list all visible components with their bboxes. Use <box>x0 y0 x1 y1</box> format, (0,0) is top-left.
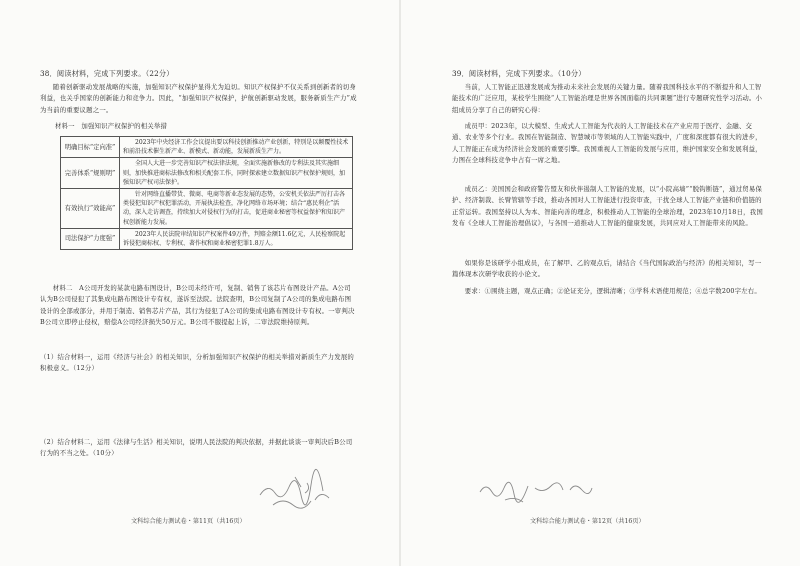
measures-table <box>60 136 353 250</box>
table-cell-category: 有效执行“效能高” <box>61 189 120 229</box>
member-a-statement: 成员甲：2023年，以大模型、生成式人工智能为代表的人工智能技术在产业应用于医疗、金融、交通、农业等多个行业。我国在智能制造、智慧城市等领域的人工智能实践中，广度和深度都有很大的进步，人工智能正在成为经济社会发展的重要引擎。我国重视人工智能的发展与应用，维护国家安全和发展利益，力图在全球科技竞争中占有一席之地。 <box>452 122 762 165</box>
question-38-part-2: （2）结合材料二，运用《法律与生活》相关知识，说明人民法院的判决依据，并据此谈谈一审判决后B公司行为的不当之处。（10分） <box>40 438 353 458</box>
answer-requirements: 要求：①围绕主题，观点正确；②论证充分，逻辑清晰；③学科术语使用规范；④总字数200字左右。 <box>464 287 761 295</box>
table-row <box>61 158 353 189</box>
task-instruction: 如果你是该研学小组成员，在了解甲、乙的观点后，请结合《当代国际政治与经济》的相关知识，写一篇体现本次研学收获的小论文。 <box>452 259 762 279</box>
page-footer: 文科综合能力测试卷・第11页（共16页） <box>131 518 246 525</box>
question-38-heading: 38．阅读材料，完成下列要求。（22分） <box>40 69 174 78</box>
question-39-intro: 当前，人工智能正迅速发展成为推动未来社会发展的关键力量。随着我国科技水平的不断提升和人工智能技术的广泛应用，某校学生围绕“人工智能治理是世界各国面临的共同课题”进行专题研究性学习活动。小组成员分享了自己的研究心得： <box>452 83 763 114</box>
table-cell-category: 完善体系“规则明” <box>61 158 120 189</box>
table-cell-category: 明确目标“定向准” <box>61 137 120 158</box>
table-row <box>61 228 353 249</box>
question-39-heading: 39．阅读材料，完成下列要求。（10分） <box>452 69 586 78</box>
material-2: 材料二 A公司开发的某款电路布图设计，B公司未经许可，复制、销售了该芯片布图设计产品。A公司认为B公司侵犯了其集成电路布图设计专有权，遂诉至法院。法院查明，B公司复制了A公司的集成电路布图设计的全部或部分，并用于制造、销售芯片产品，其行为侵犯了A公司的集成电路布图设计专有权。一审判决B公司立即停止侵权，赔偿A公司经济损失50万元。B公司不服提起上诉，二审法院维持原判。 <box>40 284 355 327</box>
table-cell-content: 针对网络直播带货、微商、电商等新业态发展的态势，公安机关依法严厉打击各类侵犯知识产权犯罪活动，开展执法检查，净化网络市场环境；结合“惠民利企”活动，深入走访调查，持续加大对侵权行为的打击，促进商业秘密等权益保护和知识产权创新能力发展。 <box>120 189 353 229</box>
table-cell-category: 司法保护“力度强” <box>61 228 120 249</box>
table-cell-content: 2023年人民法院审结知识产权案件49万件，判赔金额11.6亿元，人民检察院起诉侵犯商标权、专利权、著作权和商业秘密犯罪1.8万人。 <box>120 228 353 249</box>
pencil-scribble-icon <box>255 465 345 520</box>
page-footer: 文科综合能力测试卷・第12页（共16页） <box>530 518 645 525</box>
exam-page-right <box>400 0 800 566</box>
material-1-title: 材料一 加强知识产权保护的相关举措 <box>55 122 168 130</box>
table-row <box>61 189 353 229</box>
table-row <box>61 137 353 158</box>
question-38-part-1: （1）结合材料一，运用《经济与社会》的相关知识，分析加强知识产权保护的相关举措对新质生产力发展的积极意义。（12分） <box>40 353 355 373</box>
table-cell-content: 2023年中央经济工作会议提出要以科技创新推动产业创新，特别是以颠覆性技术和前沿技术催生新产业、新模式、新动能，发展新质生产力。 <box>120 137 353 158</box>
question-38-intro: 随着创新驱动发展战略的实施，加强知识产权保护显得尤为迫切。知识产权保护不仅关系到创新者的切身利益，也关乎国家的创新能力和竞争力。因此，“加强知识产权保护，护航创新驱动发展，服务新质生产力”成为当前的重要议题之一。 <box>40 83 357 114</box>
table-cell-content: 全国人大进一步完善知识产权法律法规，全面实施新修改的专利法及其实施细则，加快推进商标法修改和相关配套工作，同时探索建立数据知识产权保护规则，加强知识产权司法保护。 <box>120 158 353 189</box>
member-b-statement: 成员乙：美国国会和政府警告盟友和伙伴遏制人工智能的发展，以“小院高墙”“脱钩断链”，通过贸易保护、经济制裁、长臂管辖等手段，推动各国对人工智能进行投资审查，干扰全球人工智能产业链和价值链的正常运转。我国坚持以人为本、智能向善的理念，积极推动人工智能的全球治理，2023年10月18日，我国发布《全球人工智能治理倡议》，与各国一道推动人工智能的健康发展，共同应对人工智能带来的风险。 <box>452 185 763 228</box>
pencil-scribble-icon <box>475 470 615 510</box>
